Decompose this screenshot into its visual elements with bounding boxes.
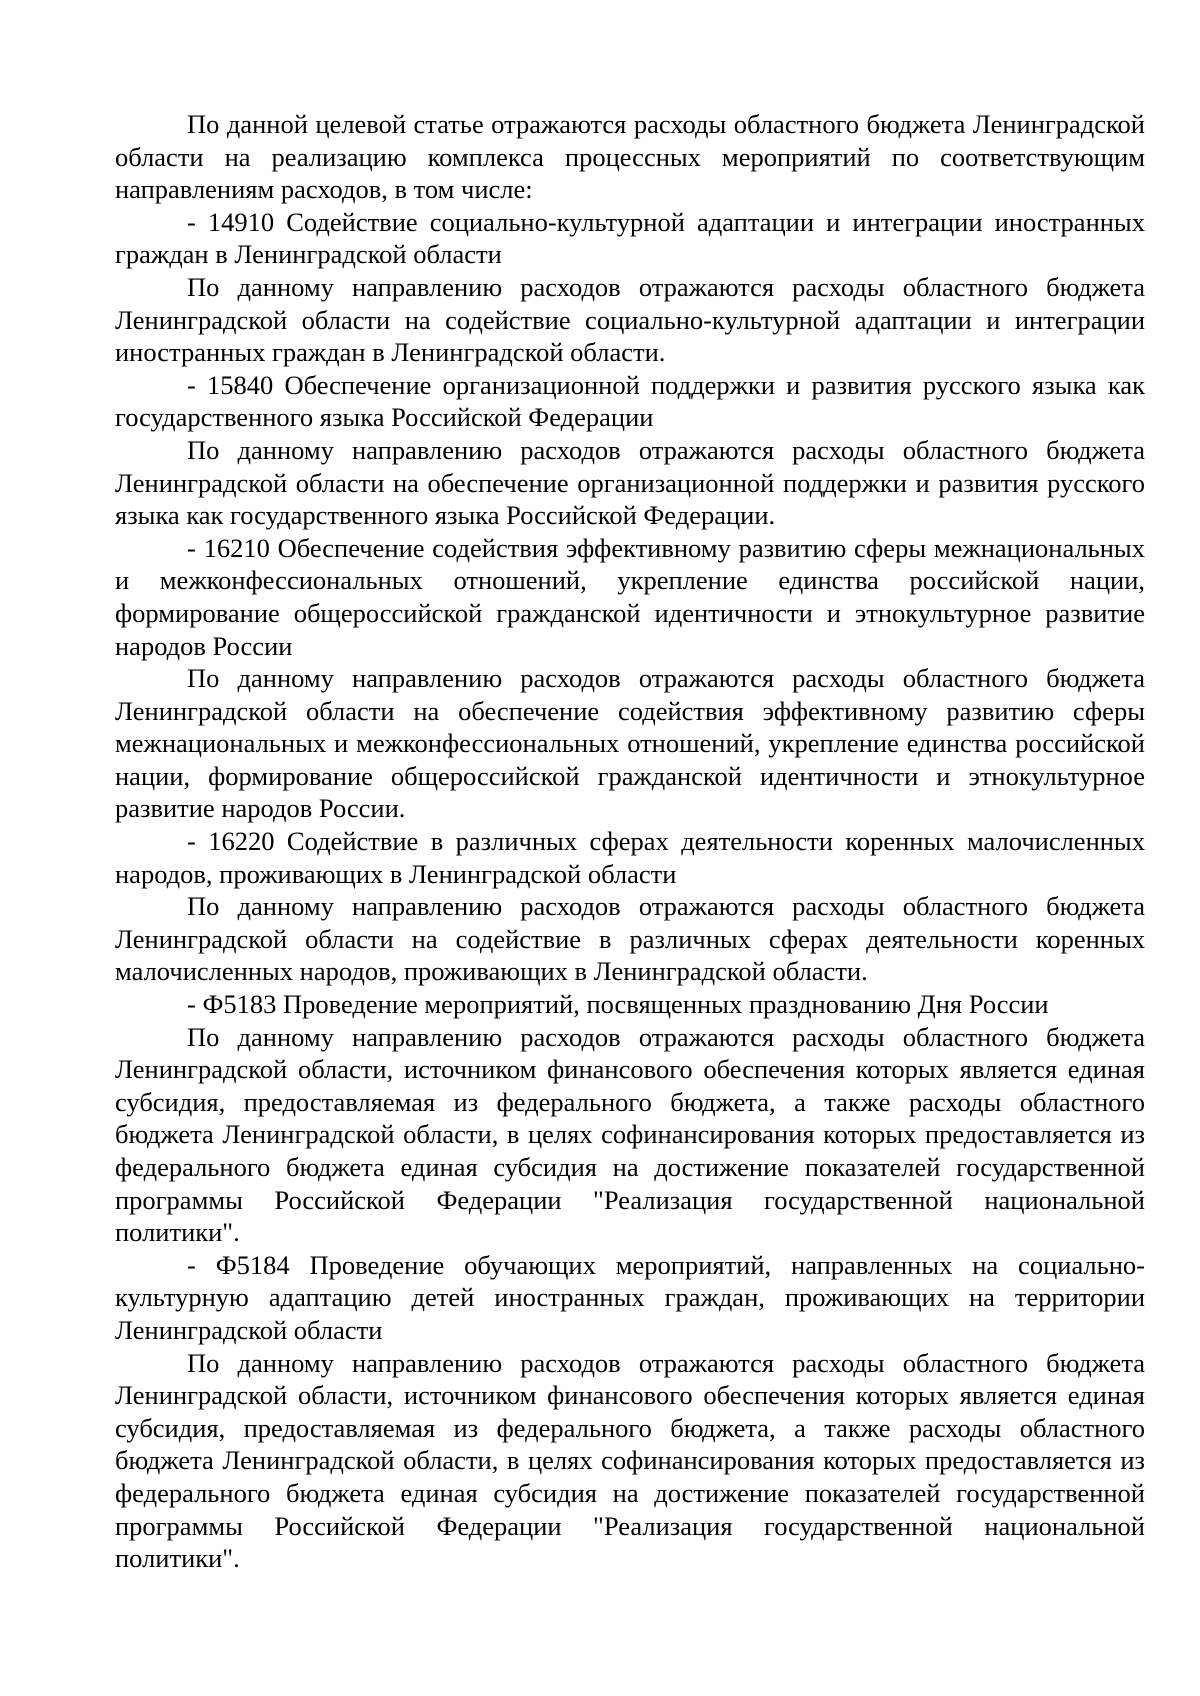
item-16220-description: По данному направлению расходов отражаются расходы областного бюджета Ленинградской области на содействие в различных сферах деятельности коренных малочисленных народов, проживающих в Ленинградской области. (115, 891, 1145, 987)
item-f5183-description: По данному направлению расходов отражаются расходы областного бюджета Ленинградской области, источником финансового обеспечения которых является единая субсидия, предоставляемая из федерального бюджета, а также расходы областного бюджета Ленинградской области, в целях софинансирования которых предоставляется из федерального бюджета единая субсидия на достижение показателей государственной программы Российской Федерации "Реализация государственной национальной политики". (115, 1021, 1145, 1248)
item-f5184-heading: - Ф5184 Проведение обучающих мероприятий, направленных на социально-культурную адаптацию детей иностранных граждан, проживающих на территории Ленинградской области (115, 1249, 1145, 1345)
item-15840-description: По данному направлению расходов отражаются расходы областного бюджета Ленинградской области на обеспечение организационной поддержки и развития русского языка как государственного языка Российской Федерации. (115, 434, 1145, 531)
document-page (115, 108, 1145, 1575)
item-14910-heading: - 14910 Содействие социально-культурной адаптации и интеграции иностранных граждан в Ленинградской области (115, 206, 1145, 270)
item-f5184-description: По данному направлению расходов отражаются расходы областного бюджета Ленинградской области, источником финансового обеспечения которых является единая субсидия, предоставляемая из федерального бюджета, а также расходы областного бюджета Ленинградской области, в целях софинансирования которых предоставляется из федерального бюджета единая субсидия на достижение показателей государственной программы Российской Федерации "Реализация государственной национальной политики". (115, 1347, 1145, 1574)
item-14910-description: По данному направлению расходов отражаются расходы областного бюджета Ленинградской области на содействие социально-культурной адаптации и интеграции иностранных граждан в Ленинградской области. (115, 271, 1145, 368)
item-15840-heading: - 15840 Обеспечение организационной поддержки и развития русского языка как государственного языка Российской Федерации (115, 369, 1145, 433)
item-f5183-heading: - Ф5183 Проведение мероприятий, посвященных празднованию Дня России (187, 989, 1049, 1020)
item-16220-heading: - 16220 Содействие в различных сферах деятельности коренных малочисленных народов, проживающих в Ленинградской области (115, 826, 1145, 889)
item-16210-heading: - 16210 Обеспечение содействия эффективному развитию сферы межнациональных и межконфессиональных отношений, укрепление единства российской нации, формирование общероссийской гражданской идентичности и этнокультурное развитие народов России (115, 532, 1145, 661)
item-16210-description: По данному направлению расходов отражаются расходы областного бюджета Ленинградской области на обеспечение содействия эффективному развитию сферы межнациональных и межконфессиональных отношений, укрепление единства российской нации, формирование общероссийской гражданской идентичности и этнокультурное развитие народов России. (115, 663, 1145, 824)
paragraph-intro: По данной целевой статье отражаются расходы областного бюджета Ленинградской области на реализацию комплекса процессных мероприятий по соответствующим направлениям расходов, в том числе: (115, 109, 1145, 205)
